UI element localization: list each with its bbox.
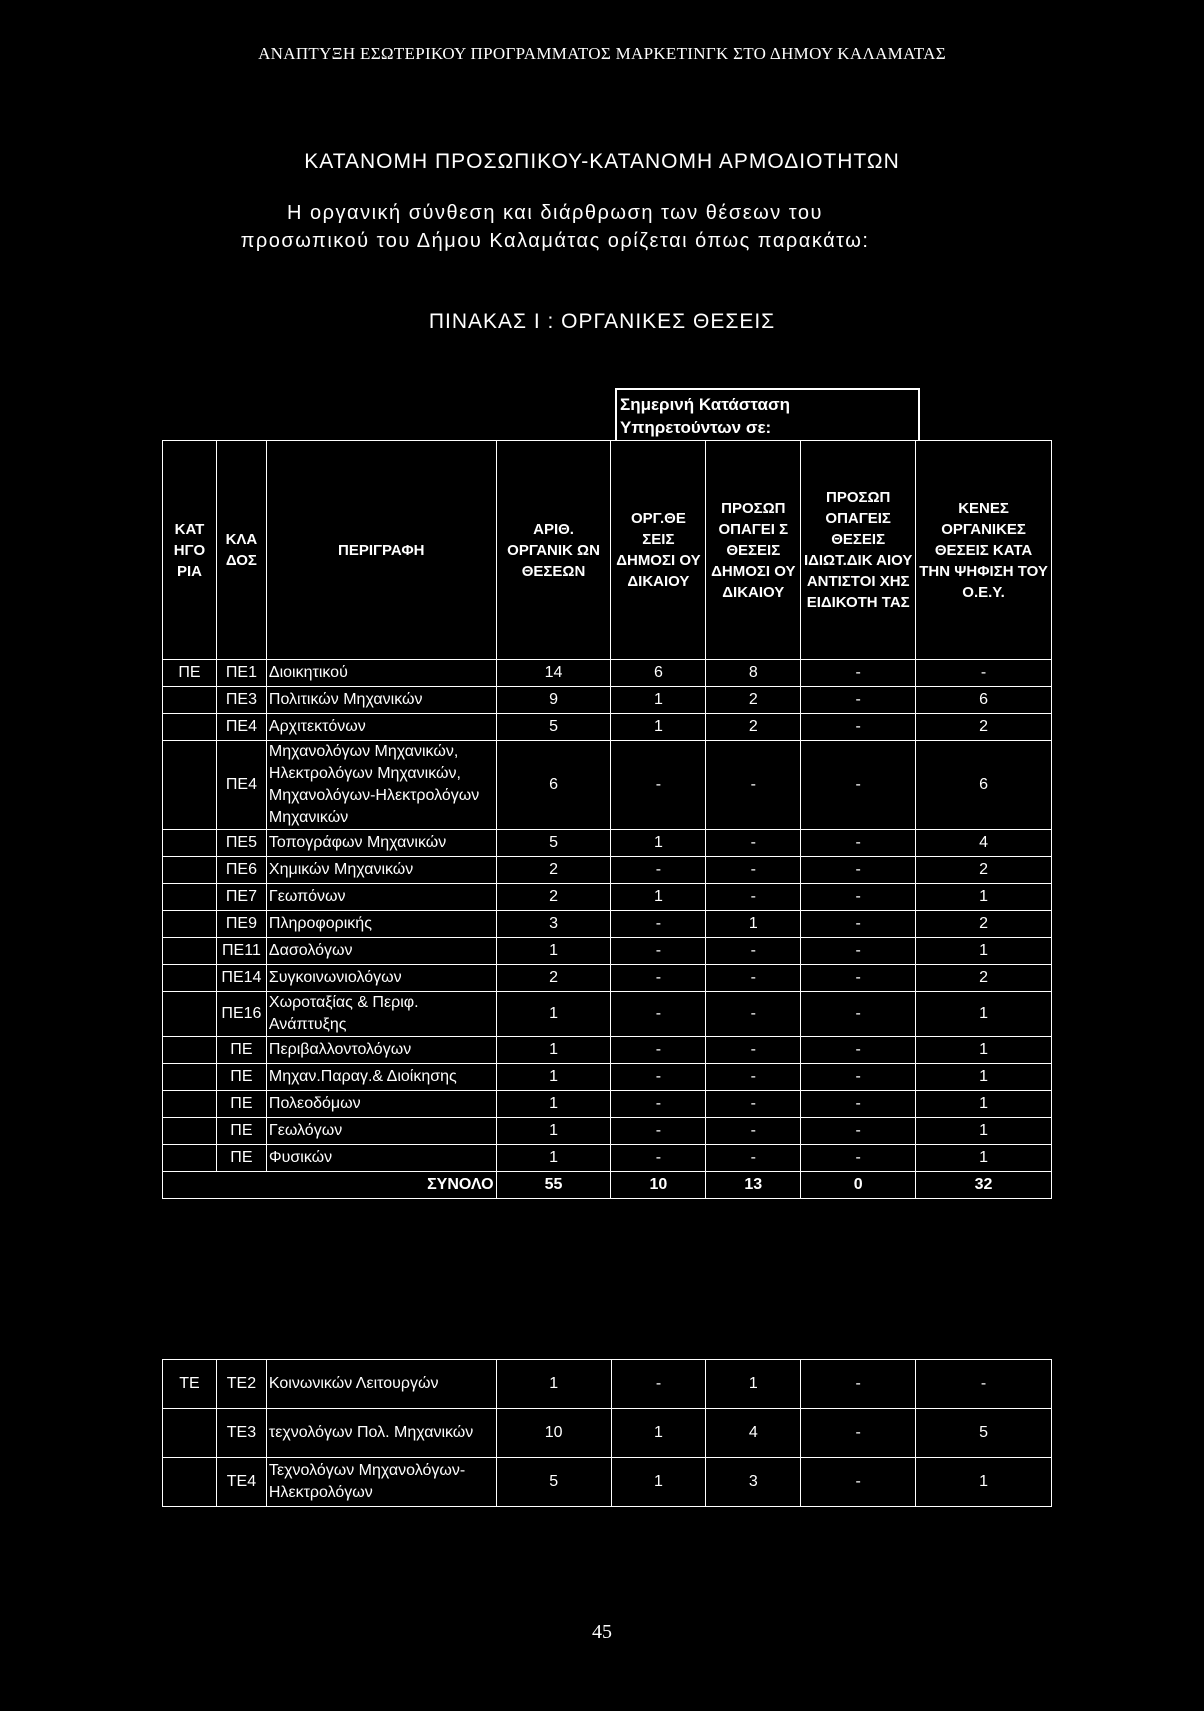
cell-personal-public: 1 xyxy=(706,911,801,938)
total-vac: 32 xyxy=(916,1172,1052,1199)
cell-public-law: - xyxy=(611,938,706,965)
cell-personal-private: - xyxy=(801,1145,916,1172)
cell-public-law: - xyxy=(611,1360,706,1409)
cell-category xyxy=(163,1145,217,1172)
cell-personal-public: 2 xyxy=(706,714,801,741)
cell-branch: ΠΕ11 xyxy=(216,938,266,965)
cell-branch: ΠΕ3 xyxy=(216,687,266,714)
table-row xyxy=(163,938,1052,965)
cell-public-law: 1 xyxy=(611,884,706,911)
cell-personal-private: - xyxy=(801,1360,916,1409)
cell-org-positions: 1 xyxy=(496,992,611,1037)
header-org-positions: ΑΡΙΘ. ΟΡΓΑΝΙΚ ΩΝ ΘΕΣΕΩΝ xyxy=(496,441,611,660)
table-row xyxy=(163,714,1052,741)
cell-personal-private: - xyxy=(801,1037,916,1064)
cell-org-positions: 1 xyxy=(496,1118,611,1145)
cell-vacant: 2 xyxy=(916,965,1052,992)
cell-public-law: - xyxy=(611,1064,706,1091)
cell-vacant: 1 xyxy=(916,1145,1052,1172)
page-number: 45 xyxy=(592,1621,612,1643)
cell-category: ΤΕ xyxy=(163,1360,217,1409)
cell-vacant: 2 xyxy=(916,714,1052,741)
cell-public-law: 1 xyxy=(611,830,706,857)
cell-personal-public: - xyxy=(706,830,801,857)
cell-description: Πληροφορικής xyxy=(266,911,496,938)
table-header-row xyxy=(163,441,1052,660)
cell-description: Πολεοδόμων xyxy=(266,1091,496,1118)
cell-vacant: 1 xyxy=(916,938,1052,965)
table-row xyxy=(163,884,1052,911)
cell-org-positions: 10 xyxy=(496,1409,611,1458)
cell-category xyxy=(163,992,217,1037)
cell-description: Χημικών Μηχανικών xyxy=(266,857,496,884)
cell-public-law: - xyxy=(611,1118,706,1145)
cell-description: Μηχαν.Παραγ.& Διοίκησης xyxy=(266,1064,496,1091)
intro-line-2: προσωπικού του Δήμου Καλαμάτας ορίζεται όπως παρακάτω: xyxy=(240,230,870,252)
total-row xyxy=(163,1172,1052,1199)
cell-description: Φυσικών xyxy=(266,1145,496,1172)
cell-public-law: 1 xyxy=(611,687,706,714)
cell-description: Αρχιτεκτόνων xyxy=(266,714,496,741)
cell-personal-public: - xyxy=(706,1064,801,1091)
cell-vacant: 6 xyxy=(916,687,1052,714)
cell-org-positions: 9 xyxy=(496,687,611,714)
cell-personal-public: - xyxy=(706,1118,801,1145)
cell-personal-public: - xyxy=(706,1037,801,1064)
cell-org-positions: 2 xyxy=(496,857,611,884)
cell-vacant: 5 xyxy=(916,1409,1052,1458)
cell-description: Πολιτικών Μηχανικών xyxy=(266,687,496,714)
cell-category xyxy=(163,884,217,911)
cell-description: Συγκοινωνιολόγων xyxy=(266,965,496,992)
cell-org-positions: 1 xyxy=(496,938,611,965)
cell-personal-private: - xyxy=(801,1091,916,1118)
cell-category: ΠΕ xyxy=(163,660,217,687)
cell-personal-public: - xyxy=(706,1145,801,1172)
cell-category xyxy=(163,965,217,992)
section-title: ΚΑΤΑΝΟΜΗ ΠΡΟΣΩΠΙΚΟΥ-ΚΑΤΑΝΟΜΗ ΑΡΜΟΔΙΟΤΗΤΩΝ xyxy=(304,150,900,173)
cell-public-law: - xyxy=(611,965,706,992)
cell-category xyxy=(163,1409,217,1458)
cell-branch: ΠΕ xyxy=(216,1037,266,1064)
table-row xyxy=(163,857,1052,884)
cell-personal-private: - xyxy=(801,1409,916,1458)
cell-org-positions: 1 xyxy=(496,1091,611,1118)
cell-personal-public: 1 xyxy=(706,1360,801,1409)
table-row xyxy=(163,911,1052,938)
cell-vacant: 1 xyxy=(916,884,1052,911)
cell-public-law: - xyxy=(611,911,706,938)
cell-category xyxy=(163,1458,217,1507)
cell-public-law: - xyxy=(611,1037,706,1064)
cell-branch: ΠΕ7 xyxy=(216,884,266,911)
cell-personal-public: 4 xyxy=(706,1409,801,1458)
cell-personal-private: - xyxy=(801,714,916,741)
total-org: 55 xyxy=(496,1172,611,1199)
cell-branch: ΠΕ9 xyxy=(216,911,266,938)
cell-vacant: 1 xyxy=(916,1064,1052,1091)
cell-branch: ΠΕ xyxy=(216,1064,266,1091)
cell-public-law: - xyxy=(611,741,706,830)
header-personal-private: ΠΡΟΣΩΠ ΟΠΑΓΕΙΣ ΘΕΣΕΙΣ ΙΔΙΩΤ.ΔΙΚ ΑΙΟΥ ΑΝΤΙΣΤΟΙ ΧΗΣ ΕΙΔΙΚΟΤΗ ΤΑΣ xyxy=(801,441,916,660)
cell-description: Δασολόγων xyxy=(266,938,496,965)
cell-personal-private: - xyxy=(801,938,916,965)
cell-org-positions: 2 xyxy=(496,884,611,911)
cell-personal-private: - xyxy=(801,857,916,884)
cell-category xyxy=(163,741,217,830)
cell-description: Περιβαλλοντολόγων xyxy=(266,1037,496,1064)
table-row xyxy=(163,1064,1052,1091)
cell-personal-public: - xyxy=(706,857,801,884)
cell-public-law: - xyxy=(611,1145,706,1172)
cell-personal-private: - xyxy=(801,965,916,992)
cell-branch: ΠΕ4 xyxy=(216,714,266,741)
table-row xyxy=(163,741,1052,830)
cell-personal-private: - xyxy=(801,830,916,857)
cell-org-positions: 6 xyxy=(496,741,611,830)
cell-category xyxy=(163,911,217,938)
cell-branch: ΠΕ14 xyxy=(216,965,266,992)
table-row xyxy=(163,1037,1052,1064)
cell-category xyxy=(163,1118,217,1145)
header-personal-public: ΠΡΟΣΩΠ ΟΠΑΓΕΙ Σ ΘΕΣΕΙΣ ΔΗΜΟΣΙ ΟΥ ΔΙΚΑΙΟΥ xyxy=(706,441,801,660)
cell-org-positions: 1 xyxy=(496,1360,611,1409)
cell-branch: ΠΕ xyxy=(216,1118,266,1145)
current-state-line-2: Υπηρετούντων σε: xyxy=(620,418,772,437)
cell-category xyxy=(163,1037,217,1064)
cell-description: Κοινωνικών Λειτουργών xyxy=(266,1360,496,1409)
cell-category xyxy=(163,687,217,714)
cell-personal-private: - xyxy=(801,1118,916,1145)
header-public-law: ΟΡΓ.ΘΕ ΣΕΙΣ ΔΗΜΟΣΙ ΟΥ ΔΙΚΑΙΟΥ xyxy=(611,441,706,660)
table-row xyxy=(163,1118,1052,1145)
cell-personal-private: - xyxy=(801,911,916,938)
table-row xyxy=(163,1458,1052,1507)
cell-public-law: - xyxy=(611,1091,706,1118)
cell-org-positions: 2 xyxy=(496,965,611,992)
table-row xyxy=(163,1091,1052,1118)
cell-branch: ΠΕ1 xyxy=(216,660,266,687)
cell-public-law: - xyxy=(611,857,706,884)
cell-org-positions: 3 xyxy=(496,911,611,938)
cell-branch: ΤΕ3 xyxy=(216,1409,266,1458)
header-branch: ΚΛΑ ΔΟΣ xyxy=(216,441,266,660)
cell-description: Διοικητικού xyxy=(266,660,496,687)
cell-vacant: 2 xyxy=(916,911,1052,938)
header-category: ΚΑΤ ΗΓΟ ΡΙΑ xyxy=(163,441,217,660)
table-row xyxy=(163,660,1052,687)
cell-category xyxy=(163,714,217,741)
cell-vacant: 2 xyxy=(916,857,1052,884)
cell-personal-private: - xyxy=(801,741,916,830)
total-priv: 0 xyxy=(801,1172,916,1199)
positions-table-pe xyxy=(162,440,1052,1199)
cell-branch: ΤΕ4 xyxy=(216,1458,266,1507)
cell-public-law: 1 xyxy=(611,714,706,741)
cell-vacant: 1 xyxy=(916,992,1052,1037)
header-vacant: ΚΕΝΕΣ ΟΡΓΑΝΙΚΕΣ ΘΕΣΕΙΣ ΚΑΤΑ ΤΗΝ ΨΗΦΙΣΗ ΤΟΥ Ο.Ε.Υ. xyxy=(916,441,1052,660)
table-row xyxy=(163,1360,1052,1409)
cell-personal-public: - xyxy=(706,741,801,830)
table-row xyxy=(163,687,1052,714)
cell-org-positions: 1 xyxy=(496,1037,611,1064)
cell-personal-public: - xyxy=(706,1091,801,1118)
cell-description: Χωροταξίας & Περιφ. Ανάπτυξης xyxy=(266,992,496,1037)
table-row xyxy=(163,1145,1052,1172)
cell-vacant: 6 xyxy=(916,741,1052,830)
cell-branch: ΠΕ4 xyxy=(216,741,266,830)
table-row xyxy=(163,830,1052,857)
cell-public-law: 1 xyxy=(611,1458,706,1507)
cell-personal-private: - xyxy=(801,1458,916,1507)
intro-paragraph xyxy=(130,199,980,255)
cell-category xyxy=(163,938,217,965)
cell-org-positions: 5 xyxy=(496,1458,611,1507)
cell-personal-public: - xyxy=(706,965,801,992)
cell-vacant: 1 xyxy=(916,1037,1052,1064)
cell-org-positions: 1 xyxy=(496,1145,611,1172)
cell-personal-public: - xyxy=(706,938,801,965)
table-title: ΠΙΝΑΚΑΣ Ι : ΟΡΓΑΝΙΚΕΣ ΘΕΣΕΙΣ xyxy=(428,310,776,333)
total-pub: 10 xyxy=(611,1172,706,1199)
cell-category xyxy=(163,1091,217,1118)
cell-description: Μηχανολόγων Μηχανικών, Ηλεκτρολόγων Μηχανικών, Μηχανολόγων-Ηλεκτρολόγων Μηχανικών xyxy=(266,741,496,830)
cell-org-positions: 5 xyxy=(496,714,611,741)
cell-vacant: 1 xyxy=(916,1458,1052,1507)
cell-category xyxy=(163,830,217,857)
table-row xyxy=(163,992,1052,1037)
cell-personal-public: 8 xyxy=(706,660,801,687)
cell-branch: ΠΕ xyxy=(216,1145,266,1172)
cell-personal-public: - xyxy=(706,884,801,911)
cell-personal-private: - xyxy=(801,660,916,687)
cell-personal-public: 3 xyxy=(706,1458,801,1507)
cell-personal-public: 2 xyxy=(706,687,801,714)
positions-table-te xyxy=(162,1359,1052,1507)
cell-personal-private: - xyxy=(801,992,916,1037)
cell-personal-public: - xyxy=(706,992,801,1037)
header-description: ΠΕΡΙΓΡΑΦΗ xyxy=(266,441,496,660)
current-state-line-1: Σημερινή Κατάσταση xyxy=(620,395,790,414)
cell-branch: ΠΕ16 xyxy=(216,992,266,1037)
cell-description: Γεωπόνων xyxy=(266,884,496,911)
intro-line-1: Η οργανική σύνθεση και διάρθρωση των θέσεων του xyxy=(287,202,823,224)
cell-personal-private: - xyxy=(801,884,916,911)
table-row xyxy=(163,1409,1052,1458)
running-header: ΑΝΑΠΤΥΞΗ ΕΣΩΤΕΡΙΚΟΥ ΠΡΟΓΡΑΜΜΑΤΟΣ ΜΑΡΚΕΤΙΝΓΚ ΣΤΟ ΔΗΜΟΥ ΚΑΛΑΜΑΤΑΣ xyxy=(258,44,946,63)
cell-description: Τοπογράφων Μηχανικών xyxy=(266,830,496,857)
cell-vacant: 1 xyxy=(916,1091,1052,1118)
cell-public-law: 6 xyxy=(611,660,706,687)
cell-personal-private: - xyxy=(801,1064,916,1091)
cell-category xyxy=(163,857,217,884)
cell-vacant: - xyxy=(916,660,1052,687)
total-label: ΣΥΝΟΛΟ xyxy=(163,1172,497,1199)
cell-org-positions: 1 xyxy=(496,1064,611,1091)
cell-personal-private: - xyxy=(801,687,916,714)
total-pers: 13 xyxy=(706,1172,801,1199)
table-row xyxy=(163,965,1052,992)
cell-vacant: 4 xyxy=(916,830,1052,857)
cell-description: Τεχνολόγων Μηχανολόγων-Ηλεκτρολόγων xyxy=(266,1458,496,1507)
cell-branch: ΠΕ xyxy=(216,1091,266,1118)
current-state-header xyxy=(615,388,920,440)
cell-vacant: - xyxy=(916,1360,1052,1409)
cell-org-positions: 5 xyxy=(496,830,611,857)
cell-branch: ΠΕ6 xyxy=(216,857,266,884)
cell-branch: ΠΕ5 xyxy=(216,830,266,857)
cell-branch: ΤΕ2 xyxy=(216,1360,266,1409)
cell-category xyxy=(163,1064,217,1091)
cell-vacant: 1 xyxy=(916,1118,1052,1145)
cell-public-law: 1 xyxy=(611,1409,706,1458)
cell-public-law: - xyxy=(611,992,706,1037)
cell-description: Γεωλόγων xyxy=(266,1118,496,1145)
cell-org-positions: 14 xyxy=(496,660,611,687)
cell-description: τεχνολόγων Πολ. Μηχανικών xyxy=(266,1409,496,1458)
